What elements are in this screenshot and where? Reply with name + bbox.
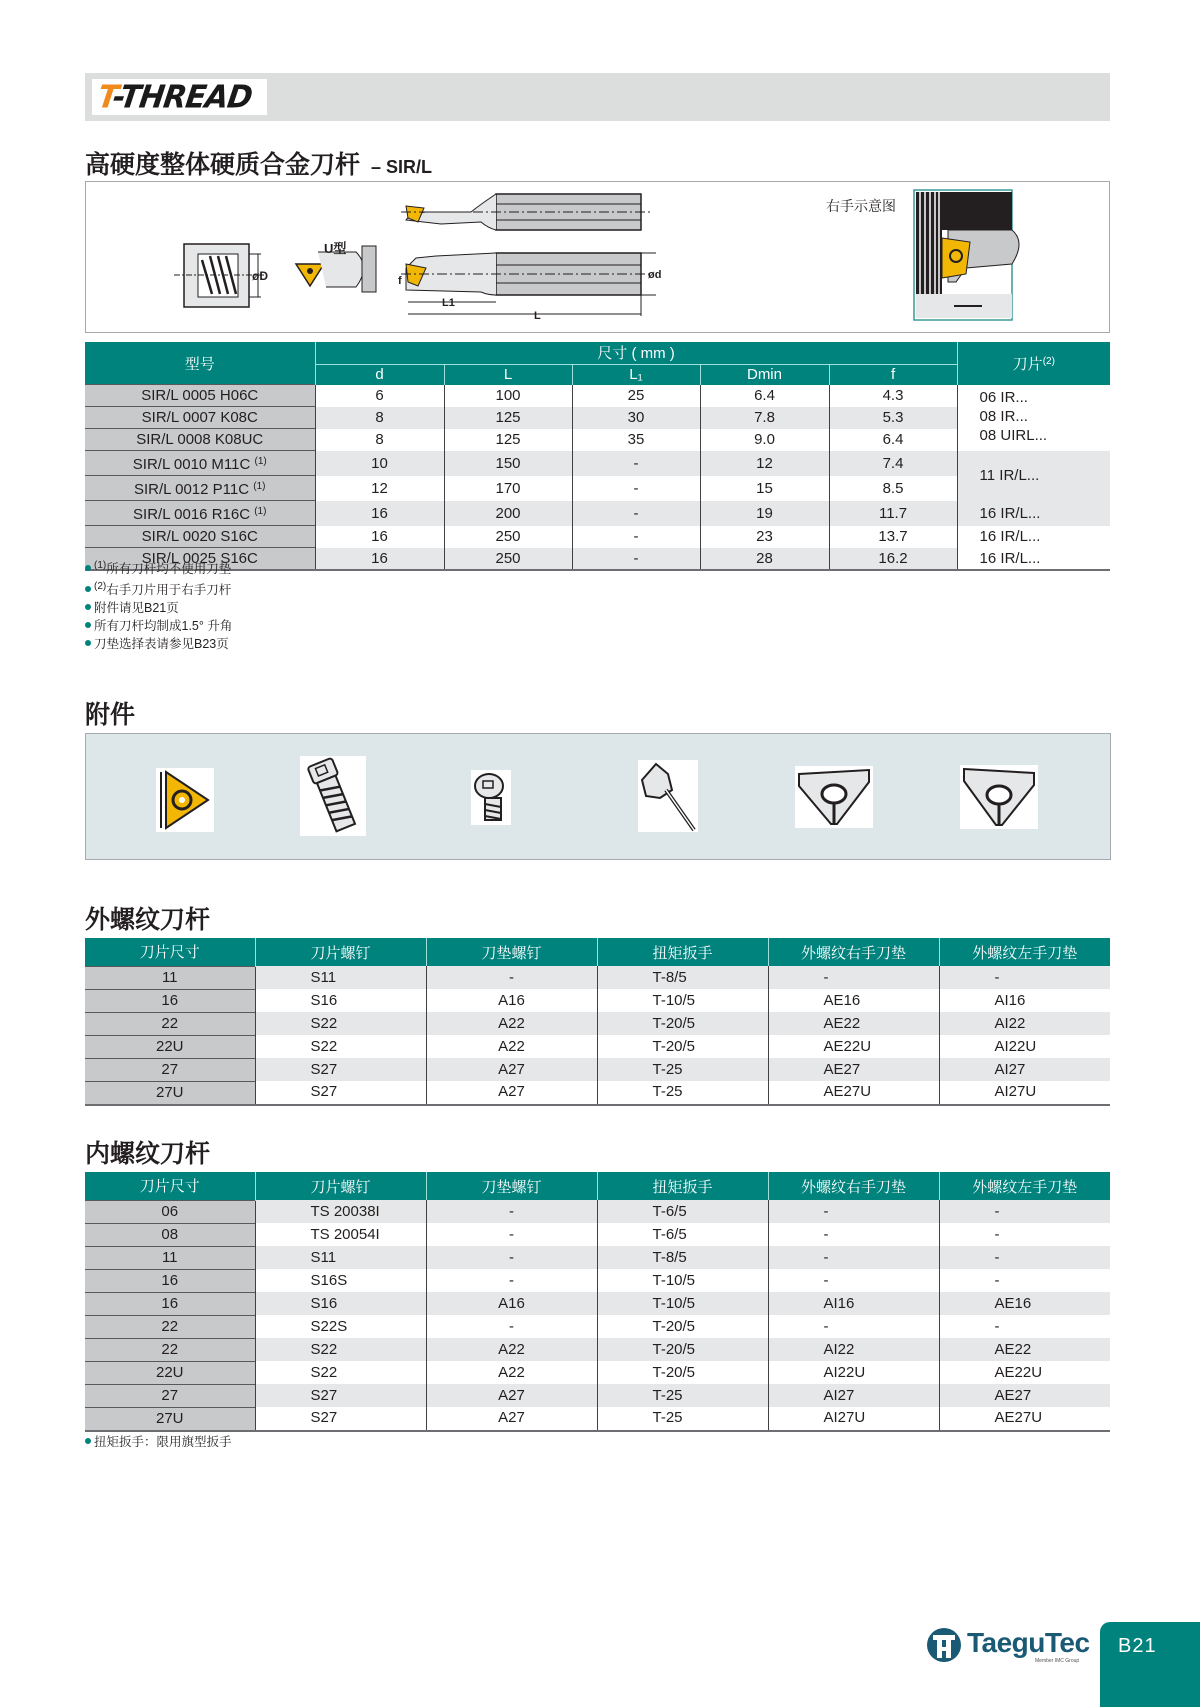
cell-rh-shim: AE27U: [768, 1081, 939, 1105]
cell-f: 6.4: [829, 429, 957, 451]
page-title: [85, 145, 432, 181]
cell-lh-shim: AE16: [939, 1292, 1110, 1315]
table-row: [85, 1338, 1110, 1361]
page-title-text: 高硬度整体硬质合金刀杆: [85, 151, 361, 179]
table-row: [85, 1012, 1110, 1035]
right-hand-schematic-icon: [914, 190, 1019, 320]
accessories-title: 附件: [85, 701, 136, 729]
header-bar: [85, 73, 1110, 121]
cell-Dmin: 19: [700, 501, 829, 526]
cell-insert: 16 IR/L...: [957, 501, 1110, 526]
cell-size: 06: [85, 1200, 255, 1223]
table-row: [85, 1246, 1110, 1269]
cell-rh-shim: AE16: [768, 989, 939, 1012]
cell-lh-shim: AI22: [939, 1012, 1110, 1035]
bullet-icon: [85, 622, 91, 628]
cell-wrench: T-10/5: [597, 1269, 768, 1292]
cell-L1: -: [572, 548, 700, 571]
cell-f: 4.3: [829, 385, 957, 407]
table-row: [85, 407, 1110, 429]
cell-shim-screw: -: [426, 1315, 597, 1338]
cell-insert-screw: TS 20038I: [255, 1200, 426, 1223]
col-header-insert-size: 刀片尺寸: [85, 938, 255, 966]
note-item: [85, 617, 232, 635]
cell-insert-screw: S27: [255, 1058, 426, 1081]
table-row: [85, 1081, 1110, 1105]
side-view-top-icon: [401, 194, 651, 230]
note-text: 所有刀杆均不使用刀垫: [106, 562, 232, 576]
cell-lh-shim: AI22U: [939, 1035, 1110, 1058]
accessories-box: [85, 733, 1111, 860]
cell-L1: -: [572, 476, 700, 501]
bullet-icon: [85, 565, 91, 571]
wrench-note-text: 扭矩扳手：限用旗型扳手: [94, 1435, 232, 1449]
brand-logo: [92, 79, 267, 115]
col-header-lh-shim: 外螺纹左手刀垫: [939, 1172, 1110, 1200]
cell-rh-shim: -: [768, 966, 939, 989]
cell-size: 22: [85, 1315, 255, 1338]
cell-size: 22: [85, 1012, 255, 1035]
insert-value: 08 UIRL...: [979, 426, 1048, 444]
cell-d: 8: [315, 429, 444, 451]
cell-L: 125: [444, 429, 572, 451]
cell-L: 150: [444, 451, 572, 476]
cell-L: 125: [444, 407, 572, 429]
cell-insert-screw: S22: [255, 1361, 426, 1384]
col-header-shim-screw: 刀垫螺钉: [426, 1172, 597, 1200]
cell-f: 5.3: [829, 407, 957, 429]
svg-text:øD: øD: [252, 269, 268, 283]
table-row: [85, 429, 1110, 451]
col-header-insert-note: (2): [1042, 355, 1055, 367]
cell-lh-shim: AE22: [939, 1338, 1110, 1361]
cell-insert-screw: S27: [255, 1081, 426, 1105]
table-row: [85, 989, 1110, 1012]
col-header-L1: L₁: [572, 364, 700, 385]
table-row: [85, 501, 1110, 526]
title-code: SIR/L: [386, 157, 433, 177]
toolholder-drawing-icon: [86, 182, 1111, 334]
internal-thread-table: [85, 1172, 1110, 1432]
cell-wrench: T-10/5: [597, 989, 768, 1012]
cell-insert-screw: S22: [255, 1035, 426, 1058]
cell-d: 6: [315, 385, 444, 407]
cell-Dmin: 23: [700, 526, 829, 548]
cell-insert-screw: S22: [255, 1338, 426, 1361]
cell-rh-shim: AE27: [768, 1058, 939, 1081]
bullet-icon: [85, 604, 91, 610]
cell-wrench: T-6/5: [597, 1223, 768, 1246]
cell-L: 250: [444, 526, 572, 548]
cell-shim-screw: -: [426, 1269, 597, 1292]
model-cell: [85, 526, 315, 548]
col-header-L: L: [444, 364, 572, 385]
cell-wrench: T-20/5: [597, 1035, 768, 1058]
cell-wrench: T-8/5: [597, 966, 768, 989]
table-row: [85, 966, 1110, 989]
cell-rh-shim: -: [768, 1315, 939, 1338]
model-cell: [85, 451, 315, 476]
note-text: 所有刀杆均制成1.5° 升角: [94, 619, 233, 633]
taegutec-logo: [925, 1625, 1095, 1665]
cell-wrench: T-20/5: [597, 1338, 768, 1361]
internal-thread-title: 内螺纹刀杆: [85, 1140, 211, 1168]
col-header-d: d: [315, 364, 444, 385]
table-row: [85, 1223, 1110, 1246]
table-row: [85, 1200, 1110, 1223]
table-row: [85, 1384, 1110, 1407]
insert-value: 08 IR...: [979, 407, 1028, 425]
col-header-model: 型号: [85, 342, 315, 385]
cell-insert-screw: S11: [255, 1246, 426, 1269]
cell-L: 250: [444, 548, 572, 571]
cell-shim-screw: A27: [426, 1384, 597, 1407]
cell-rh-shim: AI22U: [768, 1361, 939, 1384]
model-text: SIR/L 0008 K08UC: [136, 431, 264, 448]
cell-size: 22U: [85, 1035, 255, 1058]
cell-wrench: T-20/5: [597, 1361, 768, 1384]
cell-size: 16: [85, 989, 255, 1012]
col-header-torque-wrench: 扭矩扳手: [597, 938, 768, 966]
col-header-torque-wrench: 扭矩扳手: [597, 1172, 768, 1200]
cell-d: 16: [315, 526, 444, 548]
cell-lh-shim: AE27: [939, 1384, 1110, 1407]
col-header-insert: [957, 342, 1110, 385]
cell-d: 12: [315, 476, 444, 501]
cell-shim-screw: A27: [426, 1058, 597, 1081]
bullet-icon: [85, 1438, 91, 1444]
cell-wrench: T-25: [597, 1384, 768, 1407]
cell-insert: 16 IR/L...: [957, 548, 1110, 571]
cell-insert-screw: S16: [255, 1292, 426, 1315]
cell-size: 08: [85, 1223, 255, 1246]
cell-rh-shim: AE22U: [768, 1035, 939, 1058]
svg-text:L1: L1: [442, 297, 455, 309]
note-item: [85, 635, 232, 653]
logo-subtext: Member IMC Group: [1035, 1658, 1080, 1664]
cell-wrench: T-25: [597, 1081, 768, 1105]
col-header-shim-screw: 刀垫螺钉: [426, 938, 597, 966]
cell-f: 16.2: [829, 548, 957, 571]
cell-Dmin: 6.4: [700, 385, 829, 407]
cell-wrench: T-25: [597, 1407, 768, 1431]
cell-d: 16: [315, 548, 444, 571]
col-header-rh-shim: 外螺纹右手刀垫: [768, 938, 939, 966]
cell-insert-screw: S16: [255, 989, 426, 1012]
note-item: [85, 578, 232, 599]
cell-shim-screw: A22: [426, 1338, 597, 1361]
insert-screw-icon: [300, 756, 366, 836]
page-number: B21: [1118, 1635, 1157, 1657]
cell-Dmin: 7.8: [700, 407, 829, 429]
col-header-insert-screw: 刀片螺钉: [255, 1172, 426, 1200]
cell-wrench: T-8/5: [597, 1246, 768, 1269]
cell-lh-shim: -: [939, 1246, 1110, 1269]
table-row: [85, 1058, 1110, 1081]
model-text: SIR/L 0020 S16C: [141, 528, 258, 545]
table-row: [85, 526, 1110, 548]
cell-wrench: T-20/5: [597, 1012, 768, 1035]
col-header-Dmin: Dmin: [700, 364, 829, 385]
note-sup: (1): [94, 560, 107, 571]
table-row: [85, 451, 1110, 476]
model-cell: [85, 476, 315, 501]
table-row: [85, 476, 1110, 501]
note-text: 刀垫选择表请参见B23页: [94, 637, 229, 651]
right-hand-label: 右手示意图: [826, 198, 896, 214]
logo-text: TaeguTec: [967, 1627, 1090, 1658]
shim-screw-icon: [471, 770, 511, 825]
cell-Dmin: 15: [700, 476, 829, 501]
table-row: [85, 1407, 1110, 1431]
note-text: 附件请见B21页: [94, 601, 179, 615]
note-item: [85, 599, 232, 617]
col-header-lh-shim: 外螺纹左手刀垫: [939, 938, 1110, 966]
cell-wrench: T-6/5: [597, 1200, 768, 1223]
model-text: SIR/L 0012 P11C: [134, 481, 250, 498]
model-text: SIR/L 0007 K08C: [141, 409, 258, 426]
cell-insert-screw: TS 20054I: [255, 1223, 426, 1246]
note-text: 右手刀片用于右手刀杆: [106, 583, 232, 597]
model-cell: [85, 429, 315, 451]
cell-lh-shim: -: [939, 1315, 1110, 1338]
cell-L: 100: [444, 385, 572, 407]
cell-size: 27: [85, 1384, 255, 1407]
cell-f: 7.4: [829, 451, 957, 476]
cell-L1: 35: [572, 429, 700, 451]
cell-rh-shim: AE22: [768, 1012, 939, 1035]
col-header-insert-size: 刀片尺寸: [85, 1172, 255, 1200]
cell-lh-shim: -: [939, 966, 1110, 989]
bullet-icon: [85, 640, 91, 646]
cell-L1: 30: [572, 407, 700, 429]
col-header-rh-shim: 外螺纹右手刀垫: [768, 1172, 939, 1200]
cell-insert-group-1: [957, 385, 1110, 451]
model-cell: [85, 385, 315, 407]
cell-insert-screw: S11: [255, 966, 426, 989]
cell-size: 27: [85, 1058, 255, 1081]
table-row: [85, 385, 1110, 407]
table-row: [85, 548, 1110, 571]
cell-f: 8.5: [829, 476, 957, 501]
cell-size: 16: [85, 1269, 255, 1292]
cell-d: 8: [315, 407, 444, 429]
cell-rh-shim: AI27: [768, 1384, 939, 1407]
cell-lh-shim: -: [939, 1200, 1110, 1223]
title-separator: –: [366, 157, 387, 177]
cell-wrench: T-20/5: [597, 1315, 768, 1338]
cell-d: 16: [315, 501, 444, 526]
cell-rh-shim: -: [768, 1223, 939, 1246]
cell-L: 170: [444, 476, 572, 501]
table-row: [85, 1292, 1110, 1315]
cell-shim-screw: A16: [426, 1292, 597, 1315]
cell-rh-shim: -: [768, 1246, 939, 1269]
cell-insert-screw: S22S: [255, 1315, 426, 1338]
col-header-f: f: [829, 364, 957, 385]
cell-Dmin: 9.0: [700, 429, 829, 451]
brand-logo-rest: -THREAD: [110, 79, 254, 116]
external-thread-table: [85, 938, 1110, 1106]
insert-icon: [156, 768, 214, 832]
cell-shim-screw: -: [426, 1223, 597, 1246]
note-sup: (2): [94, 581, 107, 592]
taegutec-logo-icon: [925, 1625, 965, 1665]
cell-shim-screw: A16: [426, 989, 597, 1012]
insert-value: 06 IR...: [979, 388, 1028, 406]
torque-wrench-icon: [638, 760, 698, 832]
model-text: SIR/L 0025 S16C: [141, 550, 258, 567]
end-view-icon: [174, 244, 268, 307]
u-type-label: U型: [324, 241, 347, 256]
model-note: (1): [253, 481, 266, 492]
cell-rh-shim: AI22: [768, 1338, 939, 1361]
cell-size: 11: [85, 1246, 255, 1269]
cell-shim-screw: -: [426, 1200, 597, 1223]
sir-l-table: [85, 342, 1110, 571]
cell-wrench: T-25: [597, 1058, 768, 1081]
wrench-note: [85, 1432, 232, 1450]
cell-f: 11.7: [829, 501, 957, 526]
cell-shim-screw: A22: [426, 1012, 597, 1035]
col-header-dimensions: 尺寸 ( mm ): [315, 342, 957, 364]
model-note: (1): [254, 456, 267, 467]
cell-lh-shim: AI27U: [939, 1081, 1110, 1105]
cell-shim-screw: -: [426, 966, 597, 989]
cell-lh-shim: -: [939, 1223, 1110, 1246]
bullet-icon: [85, 586, 91, 592]
cell-L1: 25: [572, 385, 700, 407]
tool-diagram: [85, 181, 1110, 333]
cell-lh-shim: -: [939, 1269, 1110, 1292]
model-cell: [85, 501, 315, 526]
model-note: (1): [254, 506, 267, 517]
cell-insert-screw: S22: [255, 1012, 426, 1035]
cell-lh-shim: AI27: [939, 1058, 1110, 1081]
page-number-tab: [1100, 1622, 1200, 1707]
cell-shim-screw: A22: [426, 1361, 597, 1384]
cell-Dmin: 12: [700, 451, 829, 476]
cell-insert: 16 IR/L...: [957, 526, 1110, 548]
svg-text:L: L: [534, 310, 541, 322]
cell-f: 13.7: [829, 526, 957, 548]
cell-size: 16: [85, 1292, 255, 1315]
cell-size: 27U: [85, 1407, 255, 1431]
cell-insert-screw: S27: [255, 1407, 426, 1431]
right-hand-shim-icon: [795, 766, 873, 828]
cell-rh-shim: AI16: [768, 1292, 939, 1315]
side-view-bottom-icon: [398, 253, 661, 322]
cell-L: 200: [444, 501, 572, 526]
cell-L1: -: [572, 451, 700, 476]
cell-insert-group-2: 11 IR/L...: [957, 451, 1110, 501]
model-text: SIR/L 0010 M11C: [132, 456, 251, 473]
note-item: [85, 557, 232, 578]
cell-d: 10: [315, 451, 444, 476]
svg-text:ød: ød: [648, 269, 662, 281]
table-row: [85, 1269, 1110, 1292]
cell-wrench: T-10/5: [597, 1292, 768, 1315]
left-hand-shim-icon: [960, 765, 1038, 829]
cell-shim-screw: A22: [426, 1035, 597, 1058]
external-thread-title: 外螺纹刀杆: [85, 906, 211, 934]
cell-insert-screw: S27: [255, 1384, 426, 1407]
table-row: [85, 1035, 1110, 1058]
col-header-insert-screw: 刀片螺钉: [255, 938, 426, 966]
model-text: SIR/L 0016 R16C: [133, 506, 251, 523]
cell-insert-screw: S16S: [255, 1269, 426, 1292]
model-cell: [85, 407, 315, 429]
cell-size: 22: [85, 1338, 255, 1361]
brand-logo-t: T: [95, 79, 116, 116]
cell-lh-shim: AE22U: [939, 1361, 1110, 1384]
cell-shim-screw: A27: [426, 1081, 597, 1105]
col-header-insert-text: 刀片: [1012, 355, 1043, 373]
cell-rh-shim: AI27U: [768, 1407, 939, 1431]
model-text: SIR/L 0005 H06C: [141, 387, 259, 404]
cell-rh-shim: -: [768, 1200, 939, 1223]
cell-size: 27U: [85, 1081, 255, 1105]
cell-shim-screw: -: [426, 1246, 597, 1269]
cell-L1: -: [572, 501, 700, 526]
cell-lh-shim: AE27U: [939, 1407, 1110, 1431]
cell-lh-shim: AI16: [939, 989, 1110, 1012]
table-row: [85, 1315, 1110, 1338]
cell-shim-screw: A27: [426, 1407, 597, 1431]
table-row: [85, 1361, 1110, 1384]
cell-Dmin: 28: [700, 548, 829, 571]
svg-text:f: f: [398, 275, 402, 287]
cell-size: 11: [85, 966, 255, 989]
cell-rh-shim: -: [768, 1269, 939, 1292]
notes-list: [85, 557, 232, 653]
cell-size: 22U: [85, 1361, 255, 1384]
cell-L1: -: [572, 526, 700, 548]
